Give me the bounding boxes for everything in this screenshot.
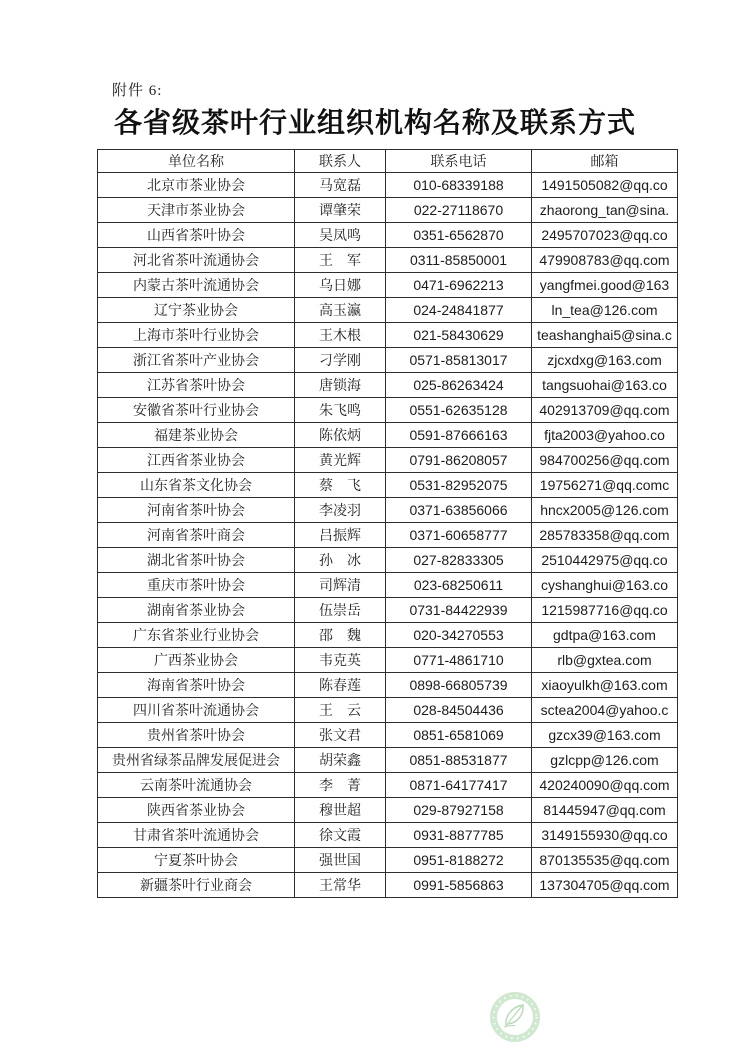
cell-contact-person: 吕振辉 bbox=[295, 523, 386, 548]
cell-phone: 0791-86208057 bbox=[386, 448, 532, 473]
cell-unit-name: 河北省茶叶流通协会 bbox=[98, 248, 295, 273]
cell-contact-person: 马宽磊 bbox=[295, 173, 386, 198]
cell-unit-name: 辽宁茶业协会 bbox=[98, 298, 295, 323]
column-header-unit-name: 单位名称 bbox=[98, 150, 295, 173]
cell-contact-person: 孙 冰 bbox=[295, 548, 386, 573]
cell-unit-name: 湖北省茶叶协会 bbox=[98, 548, 295, 573]
table-row bbox=[98, 698, 678, 723]
cell-phone: 0591-87666163 bbox=[386, 423, 532, 448]
table-row bbox=[98, 748, 678, 773]
cell-unit-name: 宁夏茶叶协会 bbox=[98, 848, 295, 873]
cell-phone: 0551-62635128 bbox=[386, 398, 532, 423]
cell-email: zjcxdxg@163.com bbox=[532, 348, 678, 373]
cell-contact-person: 司辉清 bbox=[295, 573, 386, 598]
cell-unit-name: 浙江省茶叶产业协会 bbox=[98, 348, 295, 373]
cell-email: gzlcpp@126.com bbox=[532, 748, 678, 773]
cell-contact-person: 黄光辉 bbox=[295, 448, 386, 473]
cell-unit-name: 四川省茶叶流通协会 bbox=[98, 698, 295, 723]
table-row bbox=[98, 598, 678, 623]
cell-unit-name: 山东省茶文化协会 bbox=[98, 473, 295, 498]
cell-email: 420240090@qq.com bbox=[532, 773, 678, 798]
cell-contact-person: 王 军 bbox=[295, 248, 386, 273]
cell-contact-person: 伍崇岳 bbox=[295, 598, 386, 623]
cell-contact-person: 刁学刚 bbox=[295, 348, 386, 373]
table-row bbox=[98, 823, 678, 848]
cell-phone: 0571-85813017 bbox=[386, 348, 532, 373]
cell-unit-name: 河南省茶叶协会 bbox=[98, 498, 295, 523]
contacts-table-body bbox=[98, 173, 678, 898]
cell-email: sctea2004@yahoo.c bbox=[532, 698, 678, 723]
cell-unit-name: 广东省茶业行业协会 bbox=[98, 623, 295, 648]
cell-email: 1491505082@qq.co bbox=[532, 173, 678, 198]
table-row bbox=[98, 348, 678, 373]
table-row bbox=[98, 398, 678, 423]
cell-unit-name: 安徽省茶叶行业协会 bbox=[98, 398, 295, 423]
table-row bbox=[98, 673, 678, 698]
cell-phone: 029-87927158 bbox=[386, 798, 532, 823]
cell-email: ln_tea@126.com bbox=[532, 298, 678, 323]
cell-phone: 0898-66805739 bbox=[386, 673, 532, 698]
cell-phone: 0531-82952075 bbox=[386, 473, 532, 498]
table-row bbox=[98, 173, 678, 198]
cell-email: xiaoyulkh@163.com bbox=[532, 673, 678, 698]
cell-phone: 028-84504436 bbox=[386, 698, 532, 723]
cell-email: 1215987716@qq.co bbox=[532, 598, 678, 623]
table-row bbox=[98, 523, 678, 548]
cell-email: 19756271@qq.comc bbox=[532, 473, 678, 498]
cell-contact-person: 徐文霞 bbox=[295, 823, 386, 848]
cell-phone: 022-27118670 bbox=[386, 198, 532, 223]
column-header-contact: 联系人 bbox=[295, 150, 386, 173]
cell-contact-person: 王 云 bbox=[295, 698, 386, 723]
table-row bbox=[98, 298, 678, 323]
cell-email: 137304705@qq.com bbox=[532, 873, 678, 898]
table-row bbox=[98, 448, 678, 473]
cell-unit-name: 江西省茶业协会 bbox=[98, 448, 295, 473]
cell-contact-person: 张文君 bbox=[295, 723, 386, 748]
cell-phone: 0931-8877785 bbox=[386, 823, 532, 848]
table-row bbox=[98, 273, 678, 298]
cell-unit-name: 江苏省茶叶协会 bbox=[98, 373, 295, 398]
cell-phone: 0371-63856066 bbox=[386, 498, 532, 523]
cell-unit-name: 广西茶业协会 bbox=[98, 648, 295, 673]
cell-phone: 0351-6562870 bbox=[386, 223, 532, 248]
cell-email: 984700256@qq.com bbox=[532, 448, 678, 473]
cell-phone: 0851-88531877 bbox=[386, 748, 532, 773]
cell-unit-name: 海南省茶叶协会 bbox=[98, 673, 295, 698]
cell-email: tangsuohai@163.co bbox=[532, 373, 678, 398]
table-row bbox=[98, 248, 678, 273]
cell-phone: 021-58430629 bbox=[386, 323, 532, 348]
table-row bbox=[98, 548, 678, 573]
cell-contact-person: 朱飞鸣 bbox=[295, 398, 386, 423]
table-row bbox=[98, 323, 678, 348]
table-row bbox=[98, 623, 678, 648]
cell-email: yangfmei.good@163 bbox=[532, 273, 678, 298]
cell-email: gzcx39@163.com bbox=[532, 723, 678, 748]
page-title: 各省级茶叶行业组织机构名称及联系方式 bbox=[113, 108, 636, 139]
cell-contact-person: 穆世超 bbox=[295, 798, 386, 823]
cell-unit-name: 新疆茶叶行业商会 bbox=[98, 873, 295, 898]
cell-unit-name: 陕西省茶业协会 bbox=[98, 798, 295, 823]
cell-contact-person: 谭肇荣 bbox=[295, 198, 386, 223]
table-row bbox=[98, 848, 678, 873]
cell-phone: 023-68250611 bbox=[386, 573, 532, 598]
cell-contact-person: 唐锁海 bbox=[295, 373, 386, 398]
cell-contact-person: 吴凤鸣 bbox=[295, 223, 386, 248]
table-row bbox=[98, 373, 678, 398]
table-row bbox=[98, 798, 678, 823]
cell-contact-person: 陈春莲 bbox=[295, 673, 386, 698]
cell-email: 2495707023@qq.co bbox=[532, 223, 678, 248]
table-row bbox=[98, 198, 678, 223]
cell-contact-person: 高玉瀛 bbox=[295, 298, 386, 323]
cell-email: gdtpa@163.com bbox=[532, 623, 678, 648]
cell-phone: 0951-8188272 bbox=[386, 848, 532, 873]
cell-contact-person: 强世国 bbox=[295, 848, 386, 873]
cell-phone: 027-82833305 bbox=[386, 548, 532, 573]
cell-unit-name: 内蒙古茶叶流通协会 bbox=[98, 273, 295, 298]
cell-email: 2510442975@qq.co bbox=[532, 548, 678, 573]
tea-leaf-seal-icon bbox=[489, 991, 541, 1043]
cell-phone: 0871-64177417 bbox=[386, 773, 532, 798]
cell-contact-person: 王木根 bbox=[295, 323, 386, 348]
cell-contact-person: 李 菁 bbox=[295, 773, 386, 798]
cell-unit-name: 云南茶叶流通协会 bbox=[98, 773, 295, 798]
tea-leaf-watermark bbox=[489, 991, 541, 1043]
cell-email: cyshanghui@163.co bbox=[532, 573, 678, 598]
cell-phone: 010-68339188 bbox=[386, 173, 532, 198]
cell-unit-name: 甘肃省茶叶流通协会 bbox=[98, 823, 295, 848]
cell-email: 3149155930@qq.co bbox=[532, 823, 678, 848]
cell-phone: 020-34270553 bbox=[386, 623, 532, 648]
table-row bbox=[98, 423, 678, 448]
cell-email: 479908783@qq.com bbox=[532, 248, 678, 273]
cell-email: 81445947@qq.com bbox=[532, 798, 678, 823]
column-header-phone: 联系电话 bbox=[386, 150, 532, 173]
cell-email: 402913709@qq.com bbox=[532, 398, 678, 423]
cell-phone: 0771-4861710 bbox=[386, 648, 532, 673]
table-row bbox=[98, 573, 678, 598]
table-row bbox=[98, 498, 678, 523]
cell-contact-person: 邵 魏 bbox=[295, 623, 386, 648]
cell-phone: 0311-85850001 bbox=[386, 248, 532, 273]
contacts-table bbox=[97, 149, 678, 898]
cell-contact-person: 李凌羽 bbox=[295, 498, 386, 523]
table-row bbox=[98, 648, 678, 673]
cell-unit-name: 贵州省绿茶品牌发展促进会 bbox=[98, 748, 295, 773]
cell-contact-person: 陈依炳 bbox=[295, 423, 386, 448]
table-row bbox=[98, 773, 678, 798]
cell-unit-name: 山西省茶叶协会 bbox=[98, 223, 295, 248]
cell-email: hncx2005@126.com bbox=[532, 498, 678, 523]
cell-unit-name: 贵州省茶叶协会 bbox=[98, 723, 295, 748]
cell-contact-person: 蔡 飞 bbox=[295, 473, 386, 498]
cell-phone: 0731-84422939 bbox=[386, 598, 532, 623]
cell-phone: 0851-6581069 bbox=[386, 723, 532, 748]
cell-unit-name: 河南省茶叶商会 bbox=[98, 523, 295, 548]
table-row bbox=[98, 723, 678, 748]
cell-email: zhaorong_tan@sina. bbox=[532, 198, 678, 223]
cell-unit-name: 北京市茶业协会 bbox=[98, 173, 295, 198]
cell-contact-person: 胡荣鑫 bbox=[295, 748, 386, 773]
cell-unit-name: 湖南省茶业协会 bbox=[98, 598, 295, 623]
cell-contact-person: 王常华 bbox=[295, 873, 386, 898]
cell-phone: 0371-60658777 bbox=[386, 523, 532, 548]
cell-phone: 024-24841877 bbox=[386, 298, 532, 323]
attachment-label: 附件 6: bbox=[112, 83, 163, 99]
cell-phone: 0471-6962213 bbox=[386, 273, 532, 298]
cell-contact-person: 韦克英 bbox=[295, 648, 386, 673]
cell-unit-name: 福建茶业协会 bbox=[98, 423, 295, 448]
cell-email: rlb@gxtea.com bbox=[532, 648, 678, 673]
cell-email: fjta2003@yahoo.co bbox=[532, 423, 678, 448]
cell-email: 870135535@qq.com bbox=[532, 848, 678, 873]
cell-unit-name: 重庆市茶叶协会 bbox=[98, 573, 295, 598]
cell-email: teashanghai5@sina.c bbox=[532, 323, 678, 348]
cell-phone: 025-86263424 bbox=[386, 373, 532, 398]
table-row bbox=[98, 873, 678, 898]
column-header-email: 邮箱 bbox=[532, 150, 678, 173]
cell-email: 285783358@qq.com bbox=[532, 523, 678, 548]
cell-phone: 0991-5856863 bbox=[386, 873, 532, 898]
table-row bbox=[98, 223, 678, 248]
table-row bbox=[98, 473, 678, 498]
cell-unit-name: 上海市茶叶行业协会 bbox=[98, 323, 295, 348]
cell-unit-name: 天津市茶业协会 bbox=[98, 198, 295, 223]
table-header-row bbox=[98, 150, 678, 173]
cell-contact-person: 乌日娜 bbox=[295, 273, 386, 298]
